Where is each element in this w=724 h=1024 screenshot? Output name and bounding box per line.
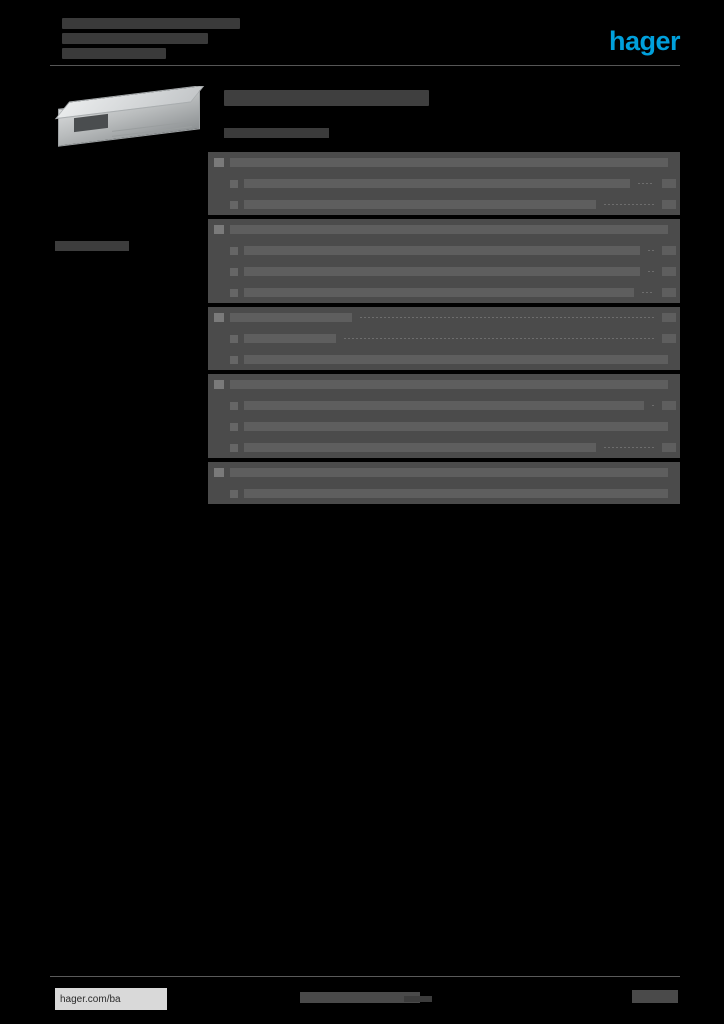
toc-leader-dots [648, 271, 654, 272]
left-caption [55, 241, 129, 251]
toc-entry[interactable] [208, 437, 680, 458]
toc-page-number [662, 288, 676, 297]
toc-entry[interactable] [208, 416, 680, 437]
toc-leader-dots [638, 183, 654, 184]
toc-page-number [662, 313, 676, 322]
toc-entry[interactable] [208, 328, 680, 349]
toc-entry[interactable] [208, 240, 680, 261]
bullet-icon [230, 180, 238, 188]
toc-leader-dots [604, 204, 654, 205]
toc-entry[interactable] [208, 349, 680, 370]
toc-entry-label [244, 288, 634, 297]
toc-page-number [662, 179, 676, 188]
toc-entry-label [244, 489, 668, 498]
bullet-icon [214, 158, 224, 167]
toc-group [208, 219, 680, 303]
bullet-icon [230, 356, 238, 364]
toc-page-number [662, 267, 676, 276]
bullet-icon [214, 468, 224, 477]
bullet-icon [230, 444, 238, 452]
bullet-icon [214, 380, 224, 389]
toc-entry[interactable] [208, 219, 680, 240]
toc-entry-label [244, 200, 596, 209]
toc-entry[interactable] [208, 152, 680, 173]
footer-url-text: hager.com/ba [60, 993, 121, 1005]
toc-entry[interactable] [208, 483, 680, 504]
toc-entry[interactable] [208, 307, 680, 328]
bullet-icon [230, 423, 238, 431]
toc-page-number [662, 334, 676, 343]
bullet-icon [214, 225, 224, 234]
document-title [62, 18, 322, 63]
product-image [52, 86, 208, 156]
toc-entry[interactable] [208, 282, 680, 303]
bullet-icon [230, 268, 238, 276]
toc-entry-label [230, 380, 668, 389]
bullet-icon [230, 402, 238, 410]
toc-entry-label [244, 246, 640, 255]
toc-entry[interactable] [208, 194, 680, 215]
bullet-icon [230, 289, 238, 297]
toc-entry[interactable] [208, 374, 680, 395]
brand-logo: hager [608, 26, 680, 56]
document-title-line-3 [62, 48, 166, 59]
toc-entry-label [230, 313, 352, 322]
footer-divider [50, 976, 680, 977]
toc-entry-label [244, 334, 336, 343]
toc-entry-label [230, 158, 668, 167]
toc-leader-dots [360, 317, 654, 318]
toc-leader-dots [642, 292, 654, 293]
toc-group [208, 462, 680, 504]
toc-leader-dots [652, 405, 654, 406]
toc-entry-label [230, 225, 668, 234]
toc-entry-label [230, 468, 668, 477]
toc-entry-label [244, 443, 596, 452]
table-of-contents [208, 152, 680, 508]
toc-entry[interactable] [208, 261, 680, 282]
bullet-icon [230, 247, 238, 255]
toc-leader-dots [344, 338, 654, 339]
toc-leader-dots [604, 447, 654, 448]
document-title-line-2 [62, 33, 208, 44]
header-divider [50, 65, 680, 66]
toc-page-number [662, 200, 676, 209]
toc-entry-label [244, 355, 668, 364]
bullet-icon [214, 313, 224, 322]
toc-leader-dots [648, 250, 654, 251]
footer-revision [404, 996, 432, 1002]
footer-url-link[interactable] [55, 988, 167, 1010]
bullet-icon [230, 335, 238, 343]
page-subtitle [224, 128, 329, 138]
toc-page-number [662, 246, 676, 255]
page-title [224, 90, 429, 106]
toc-entry[interactable] [208, 462, 680, 483]
toc-group [208, 374, 680, 458]
footer-page-number [632, 990, 678, 1003]
footer-note [300, 992, 420, 1003]
bullet-icon [230, 490, 238, 498]
page-header [0, 0, 724, 72]
toc-group [208, 307, 680, 370]
document-title-line-1 [62, 18, 240, 29]
toc-page-number [662, 443, 676, 452]
toc-entry-label [244, 422, 668, 431]
toc-group [208, 152, 680, 215]
toc-page-number [662, 401, 676, 410]
toc-entry-label [244, 179, 630, 188]
bullet-icon [230, 201, 238, 209]
toc-entry[interactable] [208, 173, 680, 194]
toc-entry[interactable] [208, 395, 680, 416]
toc-entry-label [244, 401, 644, 410]
toc-entry-label [244, 267, 640, 276]
